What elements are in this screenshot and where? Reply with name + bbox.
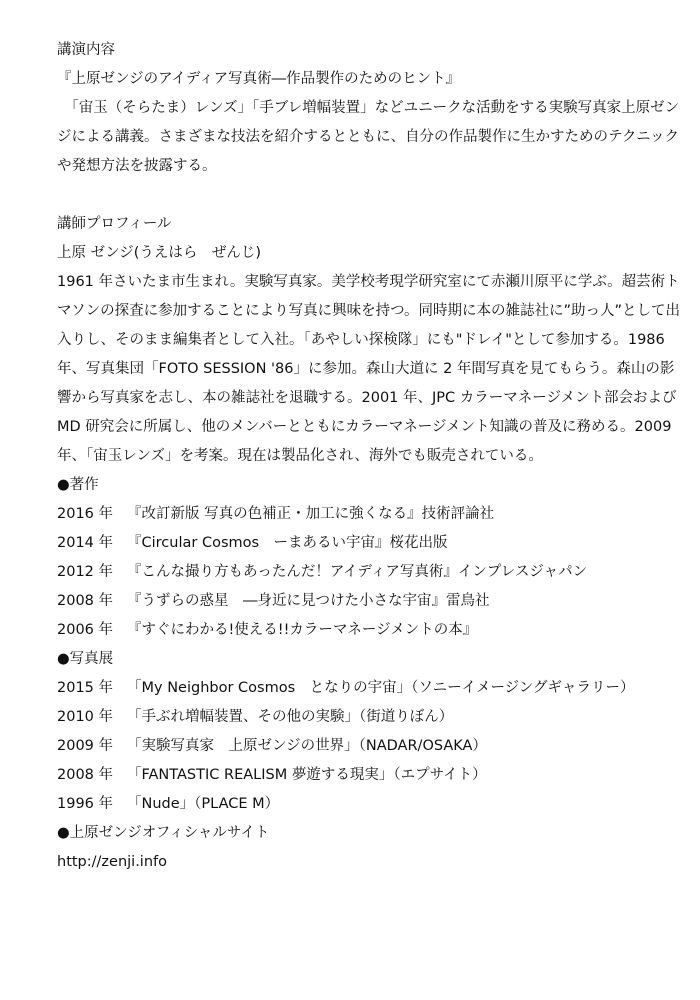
lecture-heading: 講演内容 (57, 42, 115, 58)
books-heading: ●著作 (57, 477, 99, 493)
exhibition-year: 1996 年 (57, 796, 114, 812)
exhibition-item (57, 703, 682, 732)
book-item (57, 616, 682, 645)
document-page (57, 36, 682, 877)
book-year: 2016 年 (57, 506, 114, 522)
exhibition-title: 「FANTASTIC REALISM 夢遊する現実」（エプサイト） (127, 767, 487, 783)
exhibition-item (57, 674, 682, 703)
lecture-title: 『上原ゼンジのアイディア写真術―作品製作のためのヒント』 (57, 71, 461, 87)
lecture-body: 「宙玉（そらたま）レンズ」「手ブレ増幅装置」などユニークな活動をする実験写真家上原ゼンジによる講義。さまざまな技法を紹介するとともに、自分の作品製作に生かすためのテクニックや発想方法を披露する。 (57, 100, 680, 174)
book-title: 『うずらの惑星 ―身近に見つけた小さな宇宙』雷鳥社 (127, 593, 490, 609)
profile-name: 上原 ゼンジ(うえはら ぜんじ) (57, 245, 262, 261)
exhibition-year: 2010 年 (57, 709, 114, 725)
book-year: 2006 年 (57, 622, 114, 638)
book-title: 『こんな撮り方もあったんだ！アイディア写真術』インプレスジャパン (127, 564, 588, 580)
book-year: 2012 年 (57, 564, 114, 580)
exhibition-item (57, 732, 682, 761)
exhibition-year: 2009 年 (57, 738, 114, 754)
book-item (57, 587, 682, 616)
profile-bio: 1961 年さいたま市生まれ。実験写真家。美学校考現学研究室にて赤瀬川原平に学ぶ。超芸術トマソンの探査に参加することにより写真に興味を持つ。同時期に本の雑誌社に”助っ人”として出入りし、そのまま編集者として入社。「あやしい探検隊」にも"ドレイ"として参加する。1986 年、写真集団「FOTO SESSION '86」に参加。森山大道に 2 年間写真を見てもらう。森山の影響から写真家を志し、本の雑誌社を退職する。2001 年、JPC カラーマネージメント部会および MD 研究会に所属し、他のメンバーとともにカラーマネージメント知識の普及に務める。2009 年、「宙玉レンズ」を考案。現在は製品化され、海外でも販売されている。 (57, 274, 681, 464)
site-url-link[interactable]: http://zenji.info (57, 854, 168, 870)
exhibition-title: 「Nude」（PLACE M） (127, 796, 280, 812)
exhibition-title: 「実験写真家 上原ゼンジの世界」（NADAR/OSAKA） (127, 738, 487, 754)
exhibition-year: 2015 年 (57, 680, 114, 696)
exhibitions-list (57, 674, 682, 819)
exhibition-item (57, 761, 682, 790)
book-item (57, 558, 682, 587)
book-item (57, 529, 682, 558)
section-spacer (57, 181, 682, 210)
exhibition-title: 「My Neighbor Cosmos となりの宇宙」（ソニーイメージングギャラリー） (127, 680, 635, 696)
exhibition-item (57, 790, 682, 819)
book-year: 2014 年 (57, 535, 114, 551)
books-list (57, 500, 682, 645)
book-title: 『すぐにわかる!使える!!カラーマネージメントの本』 (127, 622, 478, 638)
book-title: 『改訂新版 写真の色補正・加工に強くなる』技術評論社 (127, 506, 495, 522)
book-title: 『Circular Cosmos ーまあるい宇宙』桜花出版 (127, 535, 448, 551)
exhibition-year: 2008 年 (57, 767, 114, 783)
book-year: 2008 年 (57, 593, 114, 609)
exhibitions-heading: ●写真展 (57, 651, 114, 667)
profile-heading: 講師プロフィール (57, 216, 172, 232)
exhibition-title: 「手ぶれ増幅装置、その他の実験」（街道りぼん） (127, 709, 454, 725)
site-heading: ●上原ゼンジオフィシャルサイト (57, 825, 270, 841)
book-item (57, 500, 682, 529)
